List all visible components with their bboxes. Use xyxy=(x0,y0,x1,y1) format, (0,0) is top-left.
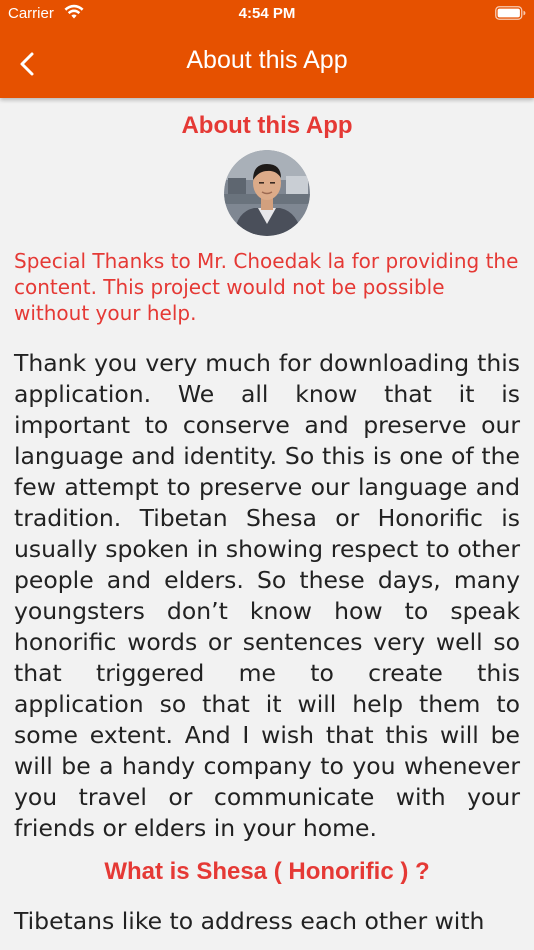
section-heading: What is Shesa ( Honorific ) ? xyxy=(104,858,430,885)
nav-title: About this App xyxy=(186,46,348,74)
about-body-text: Thank you very much for downloading this application. We all know that it is important to conserve and preserve our language and identity. So this is one of the few attempt to preserve our language and tradition. Tibetan Shesa or Honorific is usually spoken in showing respect to other people and elders. So these days, many youngsters don’t know how to speak honorific words or sentences very well so that triggered me to create this application so that it will help them to some extent. And I wish that this will be will be a handy company to you whenever you travel or communicate with your friends or elders in your home. xyxy=(14,349,520,842)
section-body-text: Tibetans like to address each other with xyxy=(14,907,485,935)
carrier-label: Carrier xyxy=(8,5,54,22)
page-heading: About this App xyxy=(181,112,353,139)
battery-icon xyxy=(495,5,527,21)
avatar xyxy=(224,150,310,236)
navigation-bar xyxy=(0,36,534,90)
profile-photo-icon xyxy=(224,150,310,236)
status-bar xyxy=(0,0,534,30)
about-content[interactable] xyxy=(0,98,534,950)
status-time: 4:54 PM xyxy=(238,5,296,22)
special-thanks-text: Special Thanks to Mr. Choedak la for providing the content. This project would not be possible without your help. xyxy=(14,249,519,325)
app-header xyxy=(0,0,534,98)
